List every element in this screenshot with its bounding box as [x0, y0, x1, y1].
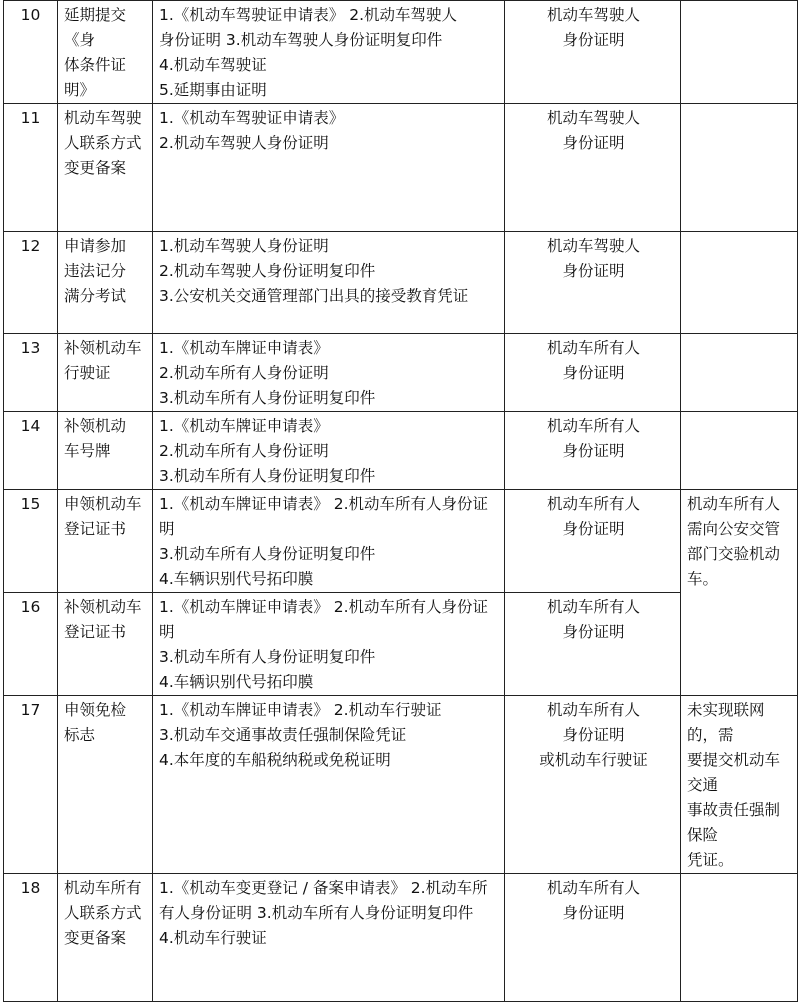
- row-number: 11: [4, 104, 58, 232]
- row-number: 12: [4, 232, 58, 334]
- row-number: 16: [4, 593, 58, 696]
- holder-document: 机动车所有人 身份证明: [505, 593, 681, 696]
- item-name: 申领免检 标志: [58, 696, 153, 874]
- required-materials: 1.《机动车牌证申请表》 2.机动车所有人身份证明 3.机动车所有人身份证明复印件: [153, 334, 505, 412]
- required-materials: 1.《机动车变更登记 / 备案申请表》 2.机动车所有人身份证明 3.机动车所有人身份证明复印件 4.机动车行驶证: [153, 874, 505, 1002]
- holder-document: 机动车驾驶人 身份证明: [505, 232, 681, 334]
- required-materials: 1.《机动车牌证申请表》 2.机动车行驶证 3.机动车交通事故责任强制保险凭证 4.本年度的车船税纳税或免税证明: [153, 696, 505, 874]
- remark: 未实现联网的，需 要提交机动车交通 事故责任强制保险 凭证。: [681, 696, 798, 874]
- holder-document: 机动车所有人 身份证明: [505, 490, 681, 593]
- required-materials: 1.《机动车牌证申请表》 2.机动车所有人身份证明 3.机动车所有人身份证明复印件 4.车辆识别代号拓印膜: [153, 593, 505, 696]
- table-row: [4, 232, 798, 334]
- holder-document: 机动车所有人 身份证明 或机动车行驶证: [505, 696, 681, 874]
- table-row: [4, 334, 798, 412]
- table-row: [4, 696, 798, 874]
- required-materials: 1.《机动车驾驶证申请表》 2.机动车驾驶人 身份证明 3.机动车驾驶人身份证明复印件 4.机动车驾驶证 5.延期事由证明: [153, 1, 505, 104]
- remark: [681, 412, 798, 490]
- item-name: 申请参加 违法记分 满分考试: [58, 232, 153, 334]
- remark: [681, 874, 798, 1002]
- required-materials: 1.《机动车驾驶证申请表》 2.机动车驾驶人身份证明: [153, 104, 505, 232]
- item-name: 补领机动车 行驶证: [58, 334, 153, 412]
- remark: [681, 334, 798, 412]
- row-number: 17: [4, 696, 58, 874]
- table-row: [4, 490, 798, 593]
- remark: [681, 232, 798, 334]
- remark: 机动车所有人需向公安交管部门交验机动车。: [681, 490, 798, 696]
- required-materials: 1.《机动车牌证申请表》 2.机动车所有人身份证明 3.机动车所有人身份证明复印件: [153, 412, 505, 490]
- holder-document: 机动车所有人 身份证明: [505, 874, 681, 1002]
- table-row: [4, 874, 798, 1002]
- item-name: 机动车所有人联系方式 变更备案: [58, 874, 153, 1002]
- row-number: 18: [4, 874, 58, 1002]
- row-number: 14: [4, 412, 58, 490]
- table-row: [4, 1, 798, 104]
- holder-document: 机动车驾驶人 身份证明: [505, 1, 681, 104]
- table-row: [4, 412, 798, 490]
- required-materials: 1.机动车驾驶人身份证明 2.机动车驾驶人身份证明复印件 3.公安机关交通管理部门出具的接受教育凭证: [153, 232, 505, 334]
- item-name: 补领机动车 登记证书: [58, 593, 153, 696]
- item-name: 延期提交《身 体条件证明》: [58, 1, 153, 104]
- table-row: [4, 104, 798, 232]
- remark: [681, 104, 798, 232]
- row-number: 15: [4, 490, 58, 593]
- holder-document: 机动车所有人 身份证明: [505, 412, 681, 490]
- row-number: 10: [4, 1, 58, 104]
- remark: [681, 1, 798, 104]
- item-name: 机动车驾驶 人联系方式 变更备案: [58, 104, 153, 232]
- item-name: 申领机动车 登记证书: [58, 490, 153, 593]
- table-row: [4, 593, 798, 696]
- item-name: 补领机动 车号牌: [58, 412, 153, 490]
- required-materials: 1.《机动车牌证申请表》 2.机动车所有人身份证明 3.机动车所有人身份证明复印件 4.车辆识别代号拓印膜: [153, 490, 505, 593]
- row-number: 13: [4, 334, 58, 412]
- holder-document: 机动车驾驶人 身份证明: [505, 104, 681, 232]
- holder-document: 机动车所有人 身份证明: [505, 334, 681, 412]
- requirements-table: [3, 0, 798, 1002]
